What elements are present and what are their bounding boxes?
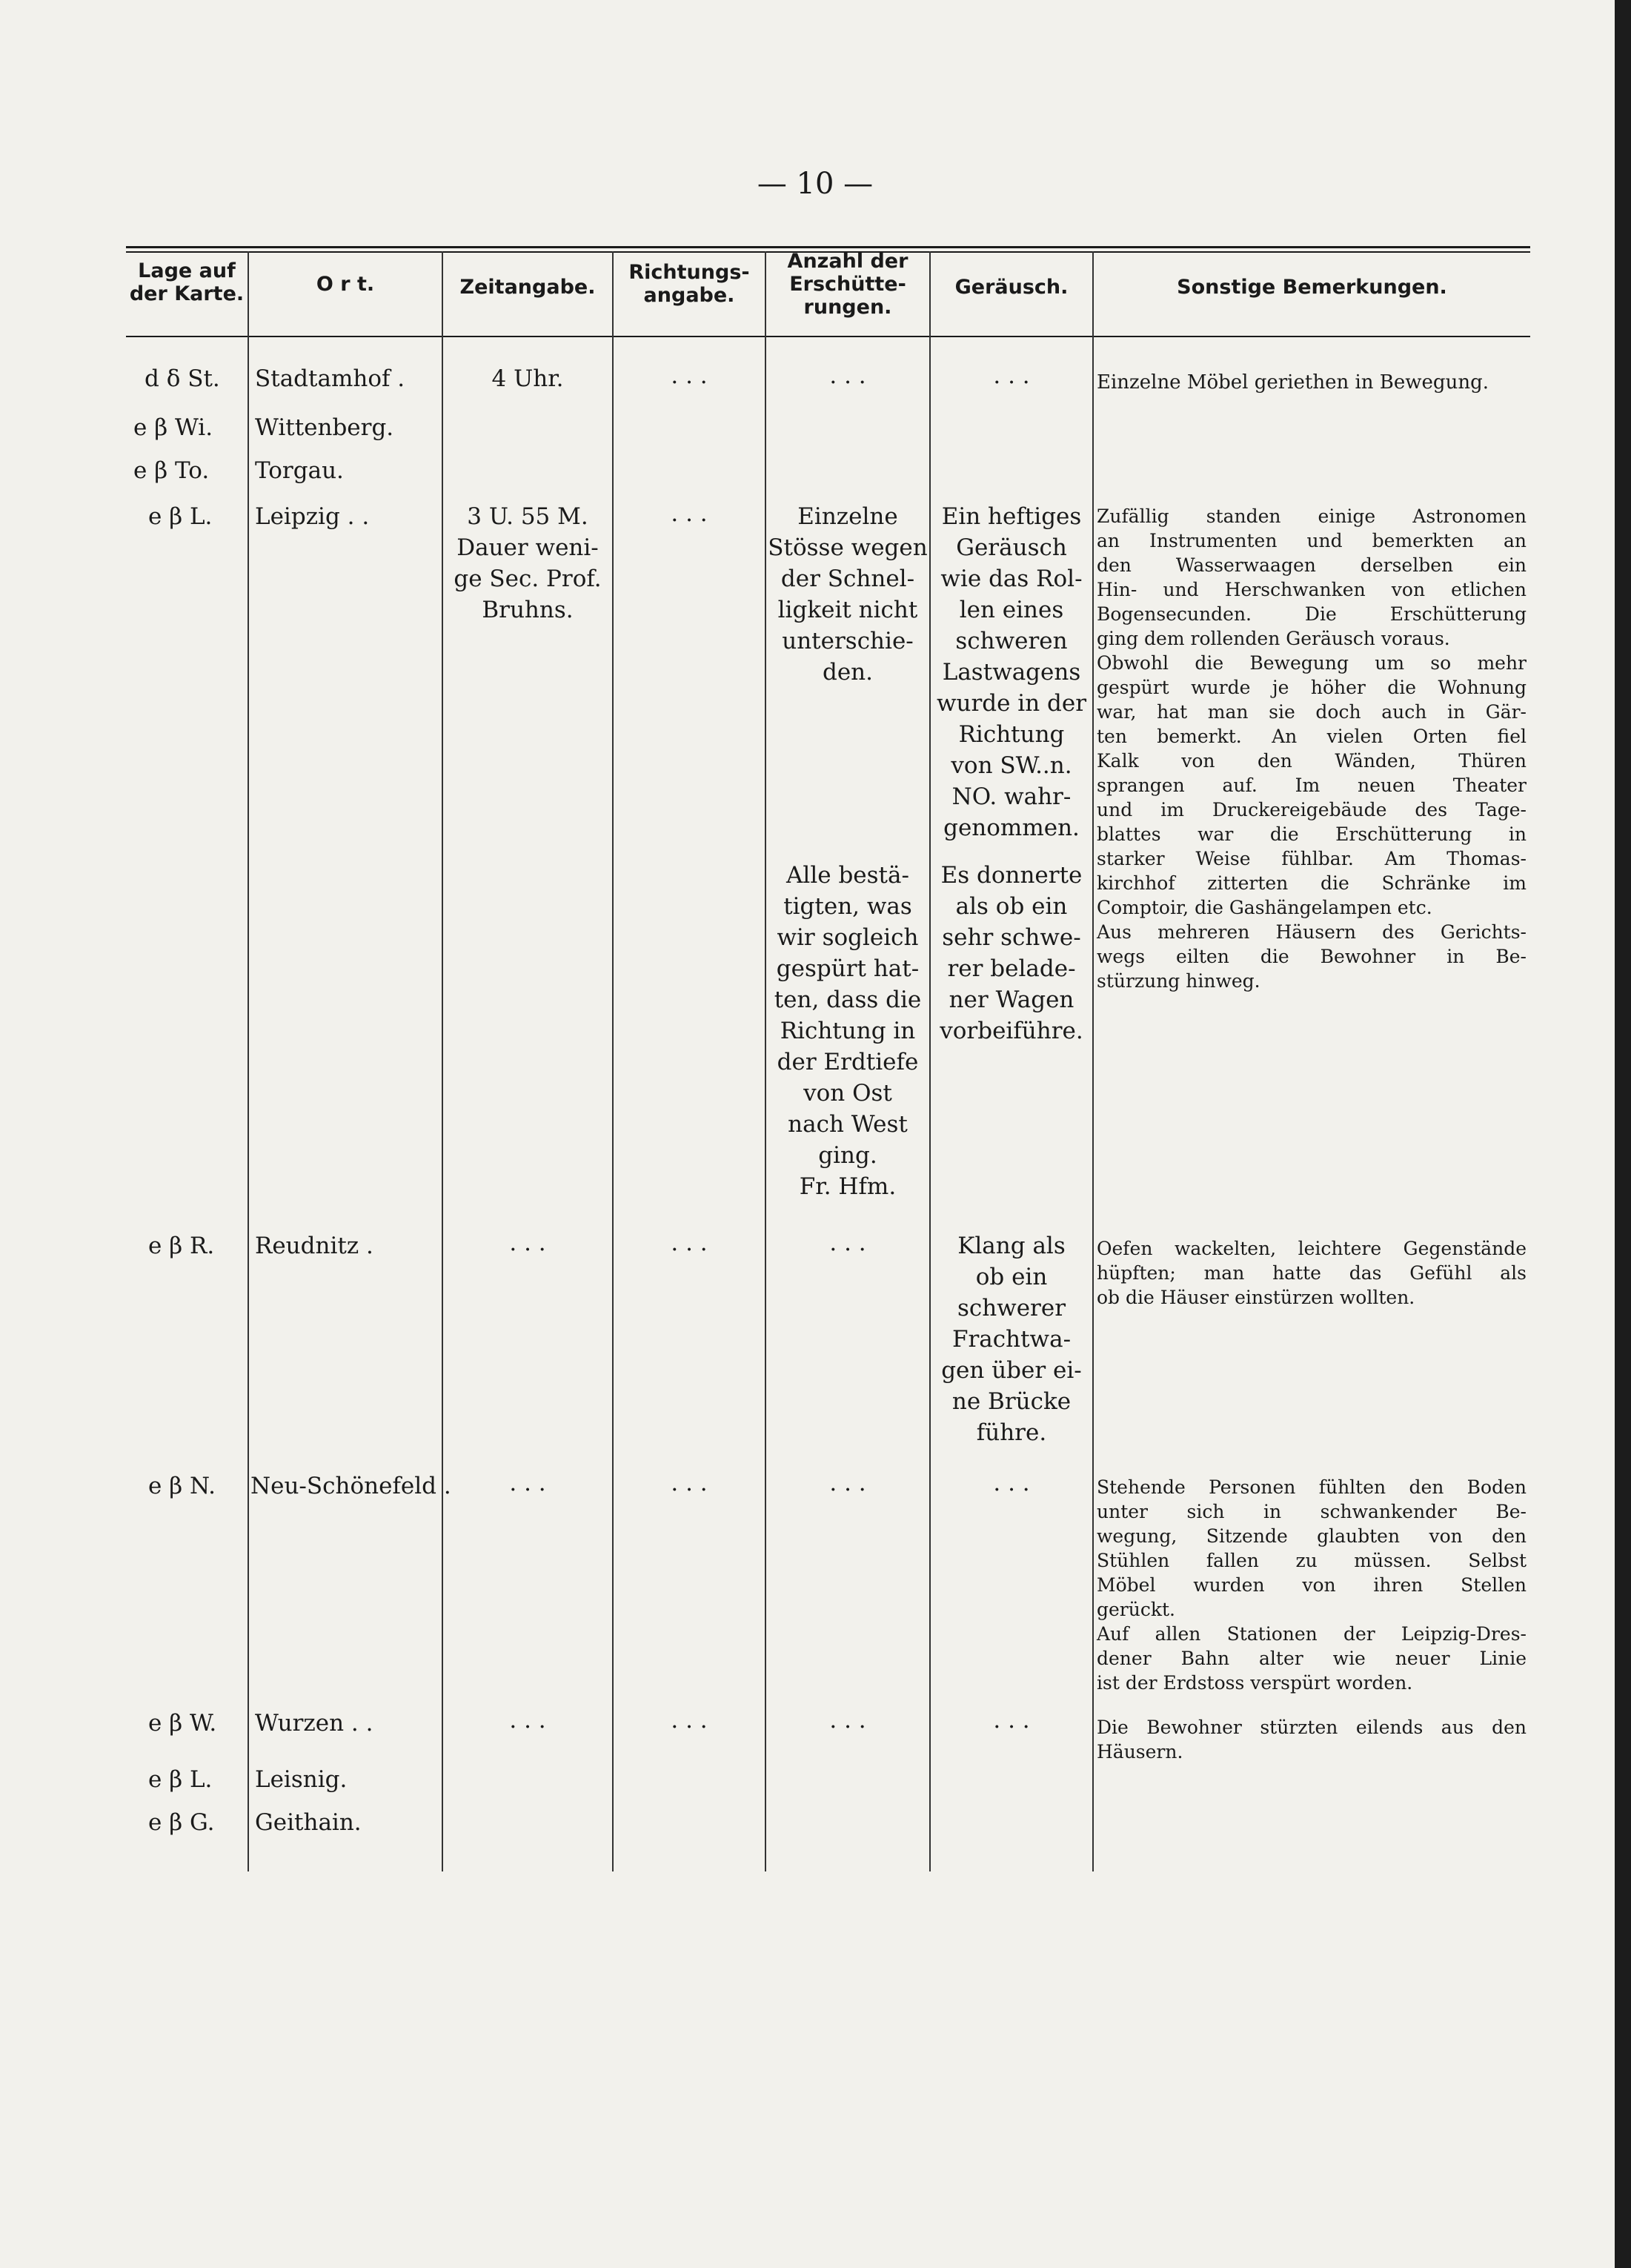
ort-n: Neu-Schönefeld . bbox=[250, 1473, 451, 1499]
ort-r: Reudnitz . bbox=[255, 1233, 373, 1259]
richtung-l: . . . bbox=[671, 500, 708, 527]
note-line: wegs eilten die Bewohner in Be- bbox=[1097, 946, 1527, 967]
note-line: Comptoir, die Gashängelampen etc. bbox=[1097, 897, 1432, 918]
note-line: gerückt. bbox=[1097, 1599, 1175, 1620]
zeit-w: . . . bbox=[509, 1707, 546, 1734]
anzahl-r: . . . bbox=[829, 1230, 866, 1256]
ort-wi: Wittenberg. bbox=[255, 414, 394, 441]
note-line: ten bemerkt. An vielen Orten fiel bbox=[1097, 726, 1527, 747]
note-line: ging dem rollenden Geräusch voraus. bbox=[1097, 628, 1450, 649]
richtung-st: . . . bbox=[671, 362, 708, 389]
note-line: Obwohl die Bewegung um so mehr bbox=[1097, 652, 1527, 674]
note-line: Hin- und Herschwanken von etlichen bbox=[1097, 579, 1527, 600]
note-line: sprangen auf. Im neuen Theater bbox=[1097, 775, 1527, 796]
header-richtung: Richtungs- angabe. bbox=[628, 261, 750, 307]
header-lage: Lage auf der Karte. bbox=[129, 259, 245, 305]
note-line: Bogensecunden. Die Erschütterung bbox=[1097, 603, 1527, 625]
note-l bbox=[1097, 504, 1527, 993]
header-geraeusch: Geräusch. bbox=[954, 276, 1069, 299]
note-line: hüpften; man hatte das Gefühl als bbox=[1097, 1262, 1527, 1284]
anzahl-n: . . . bbox=[829, 1470, 866, 1496]
note-line: wegung, Sitzende glaubten von den bbox=[1097, 1525, 1527, 1547]
header-anzahl: Anzahl der Erschütte- rungen. bbox=[787, 250, 908, 319]
note-line: ob die Häuser einstürzen wollten. bbox=[1097, 1287, 1415, 1308]
geraeusch-w: . . . bbox=[993, 1707, 1030, 1734]
ort-g: Geithain. bbox=[255, 1809, 362, 1836]
note-line: Möbel wurden von ihren Stellen bbox=[1097, 1574, 1527, 1596]
note-w bbox=[1097, 1715, 1527, 1764]
anzahl-w: . . . bbox=[829, 1707, 866, 1734]
note-line: den Wasserwaagen derselben ein bbox=[1097, 554, 1527, 576]
lage-st: d δ St. bbox=[145, 365, 220, 392]
top-rule-thick bbox=[126, 246, 1530, 248]
anzahl-l-2: Alle bestä- tigten, was wir sogleich gespürt hat- ten, dass die Richtung in der Erdtiefe von Ost nach West ging. Fr. Hfm. bbox=[774, 862, 922, 1200]
scan-edge bbox=[1615, 0, 1631, 2268]
note-line: blattes war die Erschütterung in bbox=[1097, 823, 1527, 845]
col-line-1 bbox=[248, 251, 249, 1871]
col-line-5 bbox=[929, 251, 931, 1871]
header-bottom-rule bbox=[126, 336, 1530, 337]
geraeusch-st: . . . bbox=[993, 362, 1030, 389]
note-line: an Instrumenten und bemerkten an bbox=[1097, 530, 1527, 551]
note-st bbox=[1097, 371, 1527, 395]
note-line: unter sich in schwankender Be- bbox=[1097, 1501, 1527, 1522]
anzahl-st: . . . bbox=[829, 362, 866, 389]
note-line: Stehende Personen fühlten den Boden bbox=[1097, 1476, 1527, 1498]
note-line: starker Weise fühlbar. Am Thomas- bbox=[1097, 848, 1527, 869]
note-r bbox=[1097, 1236, 1527, 1310]
note-line: Oefen wackelten, leichtere Gegenstände bbox=[1097, 1238, 1527, 1259]
header-ort: O r t. bbox=[316, 273, 375, 296]
zeit-n: . . . bbox=[509, 1470, 546, 1496]
note-line: Häusern. bbox=[1097, 1741, 1183, 1763]
note-line: Stühlen fallen zu müssen. Selbst bbox=[1097, 1550, 1527, 1571]
ort-l: Leipzig . . bbox=[255, 503, 370, 530]
zeit-r: . . . bbox=[509, 1230, 546, 1256]
header-zeit: Zeitangabe. bbox=[459, 276, 596, 299]
note-line: Zufällig standen einige Astronomen bbox=[1097, 505, 1527, 527]
zeit-st: 4 Uhr. bbox=[491, 365, 564, 392]
col-line-2 bbox=[442, 251, 443, 1871]
lage-l: e β L. bbox=[148, 503, 213, 530]
ort-le: Leisnig. bbox=[255, 1766, 348, 1793]
note-line: Kalk von den Wänden, Thüren bbox=[1097, 750, 1527, 772]
geraeusch-l-1: Ein heftiges Geräusch wie das Rol- len eines schweren Lastwagens wurde in der Richtung von SW..n. NO. wahr- genommen. bbox=[936, 503, 1087, 841]
lage-w: e β W. bbox=[148, 1710, 217, 1737]
lage-to: e β To. bbox=[133, 457, 210, 484]
richtung-n: . . . bbox=[671, 1470, 708, 1496]
ort-to: Torgau. bbox=[255, 457, 344, 484]
note-line: gespürt wurde je höher die Wohnung bbox=[1097, 677, 1527, 698]
ort-w: Wurzen . . bbox=[255, 1710, 373, 1737]
note-line: stürzung hinweg. bbox=[1097, 970, 1260, 992]
note-line: Die Bewohner stürzten eilends aus den bbox=[1097, 1717, 1527, 1738]
zeit-l: 3 U. 55 M. Dauer weni- ge Sec. Prof. Bruhns. bbox=[454, 503, 602, 623]
ort-st: Stadtamhof . bbox=[255, 365, 405, 392]
note-line: kirchhof zitterten die Schränke im bbox=[1097, 872, 1527, 894]
note-line: Auf allen Stationen der Leipzig-Dres- bbox=[1097, 1623, 1527, 1645]
lage-le: e β L. bbox=[148, 1766, 213, 1793]
anzahl-l-1: Einzelne Stösse wegen der Schnel- ligkeit nicht unterschie- den. bbox=[768, 503, 928, 686]
note-line: war, hat man sie doch auch in Gär- bbox=[1097, 701, 1527, 723]
geraeusch-r: Klang als ob ein schwerer Frachtwa- gen über ei- ne Brücke führe. bbox=[941, 1233, 1082, 1446]
col-line-3 bbox=[612, 251, 614, 1871]
note-line: Einzelne Möbel geriethen in Bewegung. bbox=[1097, 371, 1489, 394]
lage-n: e β N. bbox=[148, 1473, 216, 1499]
note-line: und im Druckereigebäude des Tage- bbox=[1097, 799, 1527, 820]
note-n bbox=[1097, 1475, 1527, 1695]
lage-g: e β G. bbox=[148, 1809, 215, 1836]
geraeusch-n: . . . bbox=[993, 1470, 1030, 1496]
note-line: Aus mehreren Häusern des Gerichts- bbox=[1097, 921, 1527, 943]
col-line-6 bbox=[1092, 251, 1094, 1871]
richtung-r: . . . bbox=[671, 1230, 708, 1256]
richtung-w: . . . bbox=[671, 1707, 708, 1734]
lage-wi: e β Wi. bbox=[133, 414, 213, 441]
note-line: ist der Erdstoss verspürt worden. bbox=[1097, 1672, 1413, 1694]
note-line: dener Bahn alter wie neuer Linie bbox=[1097, 1648, 1527, 1669]
header-bemerkungen: Sonstige Bemerkungen. bbox=[1177, 276, 1447, 299]
page-number: — 10 — bbox=[757, 167, 874, 201]
lage-r: e β R. bbox=[148, 1233, 215, 1259]
geraeusch-l-2: Es donnerte als ob ein sehr schwe- rer belade- ner Wagen vorbeiführe. bbox=[940, 862, 1083, 1044]
